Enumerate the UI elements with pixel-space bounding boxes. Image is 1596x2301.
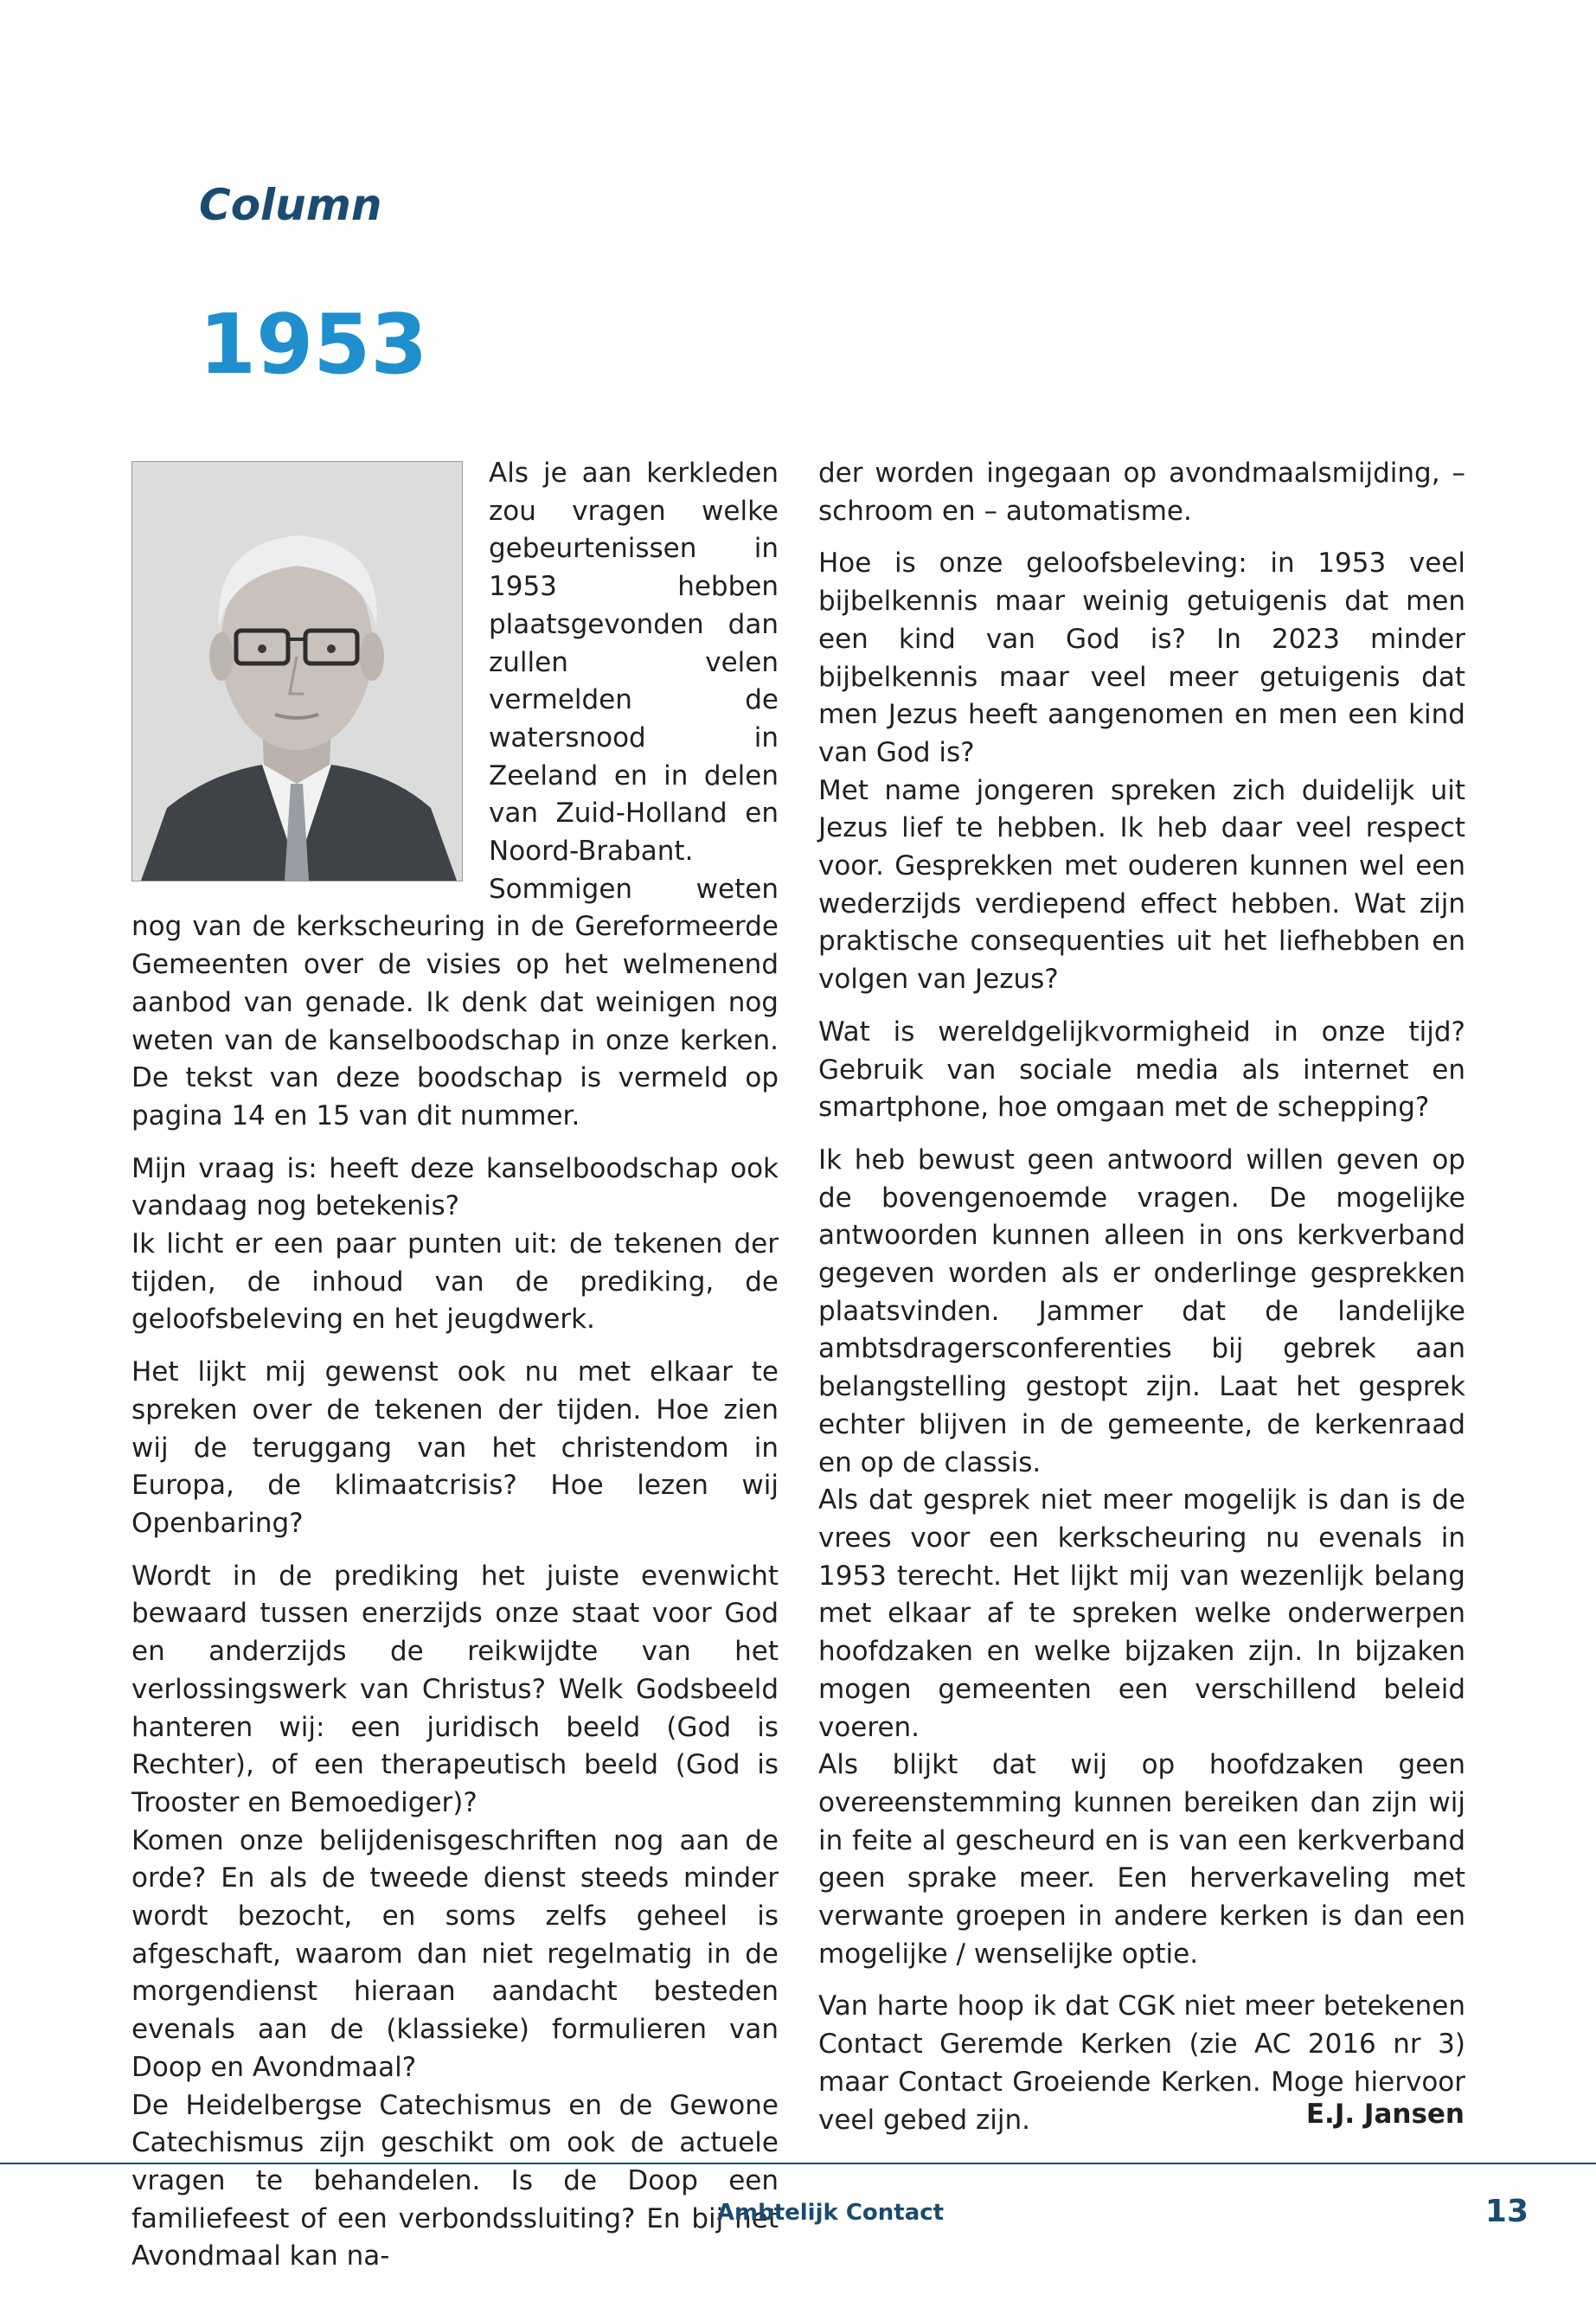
paragraph: Wat is wereldgelijkvormigheid in onze tijd? Gebruik van sociale media als internet en smartphone, hoe omgaan met de schepping?	[818, 1016, 1465, 1124]
paragraph: Het lijkt mij gewenst ook nu met elkaar te spreken over de tekenen der tijden. Hoe zien wij de teruggang van het christendom in Europa, de klimaatcrisis? Hoe lezen wij Openbaring?	[131, 1356, 779, 1539]
footer-divider	[0, 2163, 1596, 2164]
footer-magazine-name: Ambtelijk Contact	[716, 2200, 945, 2226]
paragraph: Met name jongeren spreken zich duidelijk uit Jezus lief te hebben. Ik heb daar veel respect voor. Gesprekken met ouderen kunnen wel een wederzijds verdiepend effect hebben. Wat zijn praktische consequenties uit het liefhebben en volgen van Jezus?	[818, 774, 1465, 996]
paragraph: Ik heb bewust geen antwoord willen geven op de bovengenoemde vragen. De mogelijke antwoorden kunnen alleen in ons kerkverband gegeven worden als er onderlinge gesprekken plaatsvinden. Jammer dat de landelijke ambtsdragersconferenties bij gebrek aan belangstelling gestopt zijn. Laat het gesprek echter blijven in de gemeente, de kerkenraad en op de classis.	[818, 1144, 1465, 1478]
paragraph: Als blijkt dat wij op hoofdzaken geen overeenstemming kunnen bereiken dan zijn wij in feite al gescheurd en is van een kerkverband geen sprake meer. Een herverkaveling met verwante groepen in andere kerken is dan een mogelijke / wenselijke optie.	[818, 1749, 1465, 1970]
paragraph: Ik licht er een paar punten uit: de tekenen der tijden, de inhoud van de prediking, de geloofsbeleving en het jeugdwerk.	[131, 1228, 779, 1336]
paragraph: Als je aan kerkleden zou vragen welke gebeurtenissen in 1953 hebben plaatsgevonden dan zullen velen vermelden de watersnood in Zeeland en in delen van Zuid-Holland en Noord-Brabant. Sommigen weten nog van de kerkscheuring in de Gereformeerde Gemeenten over de visies op het welmenend aanbod van genade. Ik denk dat weinigen nog weten van de kanselboodschap in onze kerken. De tekst van deze boodschap is vermeld op pagina 14 en 15 van dit nummer.	[131, 458, 779, 1131]
section-label: Column	[199, 180, 382, 230]
paragraph: Als dat gesprek niet meer mogelijk is dan is de vrees voor een kerkscheuring nu evenals in 1953 terecht. Het lijkt mij van wezenlijk belang met elkaar af te spreken welke onderwerpen hoofdzaken en welke bijzaken zijn. In bijzaken mogen gemeenten een verschillend beleid voeren.	[818, 1484, 1465, 1743]
author-photo	[131, 461, 463, 881]
paragraph: Mijn vraag is: heeft deze kanselboodschap ook vandaag nog betekenis?	[131, 1152, 779, 1222]
paragraph: Hoe is onze geloofsbeleving: in 1953 veel bijbelkennis maar weinig getuigenis dat men een kind van God is? In 2023 minder bijbelkennis maar veel meer getuigenis dat men Jezus heeft aangenomen en men een kind van God is?	[818, 548, 1465, 768]
right-column	[818, 455, 1465, 2154]
page-number: 13	[1484, 2194, 1529, 2229]
author-signature: E.J. Jansen	[1305, 2099, 1465, 2130]
paragraph: De Heidelbergse Catechismus en de Gewone Catechismus zijn geschikt om ook de actuele vragen te behandelen. Is de Doop een familiefeest of een verbondssluiting? En bij het Avondmaal kan na-	[131, 2089, 779, 2272]
left-column	[131, 455, 779, 2291]
portrait-image	[132, 462, 462, 881]
paragraph: Wordt in de prediking het juiste evenwicht bewaard tussen enerzijds onze staat voor God en anderzijds de reikwijdte van het verlossingswerk van Christus? Welk Godsbeeld hanteren wij: een juridisch beeld (God is Rechter), of een therapeutisch beeld (God is Trooster en Bemoediger)?	[131, 1560, 779, 1818]
paragraph: Komen onze belijdenisgeschriften nog aan de orde? En als de tweede dienst steeds minder wordt bezocht, en soms zelfs geheel is afgeschaft, waarom dan niet regelmatig in de morgendienst hieraan aandacht besteden evenals aan de (klassieke) formulieren van Doop en Avondmaal?	[131, 1824, 779, 2083]
paragraph: der worden ingegaan op avondmaalsmijding, – schroom en – automatisme.	[818, 458, 1465, 527]
paragraph: Van harte hoop ik dat CGK niet meer betekenen Contact Geremde Kerken (zie AC 2016 nr 3) maar Contact Groeiende Kerken. Moge hiervoor veel gebed zijn.	[818, 1990, 1465, 2136]
article-title: 1953	[199, 298, 428, 393]
